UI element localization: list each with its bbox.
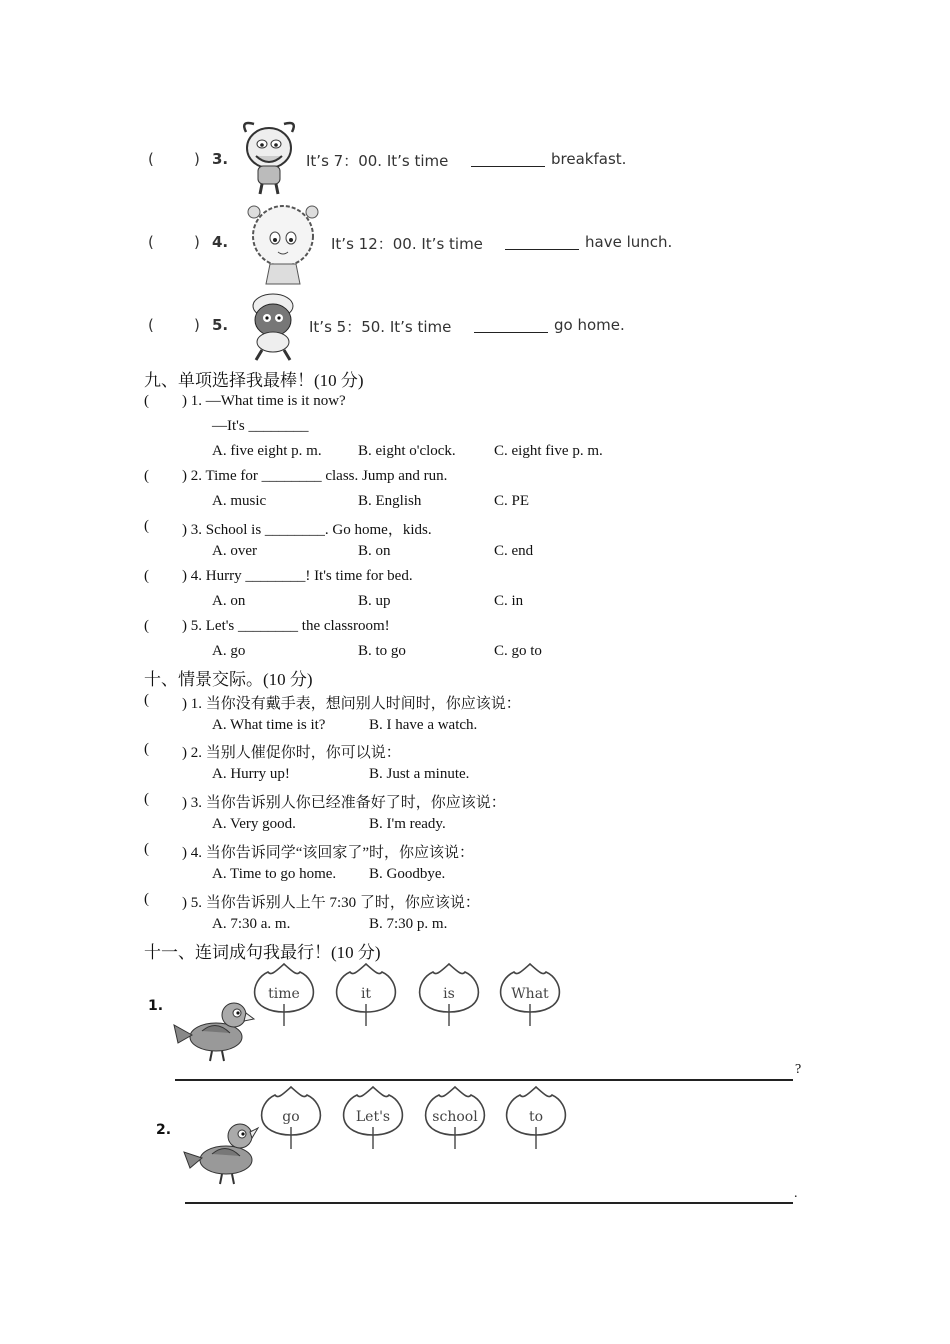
leaf-word-text: to bbox=[528, 1109, 544, 1125]
option-c[interactable]: C. eight five p. m. bbox=[494, 443, 603, 459]
section-9-title: 九、单项选择我最棒！(10 分) bbox=[144, 371, 364, 390]
option-a[interactable]: A. 7:30 a. m. bbox=[212, 916, 291, 932]
word-leaf[interactable] bbox=[340, 1085, 406, 1151]
word-leaf[interactable] bbox=[503, 1085, 569, 1151]
leaf-word-text: go bbox=[282, 1109, 300, 1125]
sentence-start: It’s 5：50. It’s time bbox=[309, 318, 452, 336]
answer-line[interactable] bbox=[175, 1079, 793, 1081]
option-a[interactable]: A. on bbox=[212, 593, 246, 609]
leaf-word-text: it bbox=[360, 986, 372, 1002]
section-11-title: 十一、连词成句我最行！(10 分) bbox=[144, 943, 381, 962]
bracket-open: ( bbox=[148, 233, 154, 251]
option-a[interactable]: A. Very good. bbox=[212, 816, 296, 832]
bracket-open: ( bbox=[144, 692, 149, 708]
bracket-open: ( bbox=[144, 891, 149, 907]
goat-illustration bbox=[238, 118, 300, 196]
option-c[interactable]: C. go to bbox=[494, 643, 542, 659]
answer-blank[interactable] bbox=[471, 152, 545, 167]
question-text: ) 3. 当你告诉别人你已经准备好了时，你应该说： bbox=[182, 795, 506, 811]
question-text: ) 1. 当你没有戴手表，想问别人时间时，你应该说： bbox=[182, 696, 521, 712]
option-a[interactable]: A. What time is it? bbox=[212, 717, 326, 733]
question-text: ) 4. Hurry ________! It's time for bed. bbox=[182, 568, 413, 584]
sentence-start: It’s 7：00. It’s time bbox=[306, 152, 449, 170]
sheep-illustration bbox=[240, 288, 306, 362]
option-a[interactable]: A. five eight p. m. bbox=[212, 443, 322, 459]
bracket-close: ) bbox=[194, 233, 200, 251]
question-text: ) 2. 当别人催促你时，你可以说： bbox=[182, 745, 401, 761]
question-text: ) 5. Let's ________ the classroom! bbox=[182, 618, 390, 634]
sentence-end: go home. bbox=[554, 316, 625, 334]
option-c[interactable]: C. end bbox=[494, 543, 534, 559]
question-text: ) 3. School is ________. Go home，kids. bbox=[182, 522, 432, 538]
bird-illustration bbox=[182, 1118, 264, 1186]
bracket-open: ( bbox=[144, 741, 149, 757]
option-a[interactable]: A. over bbox=[212, 543, 257, 559]
leaf-word-text: school bbox=[432, 1109, 478, 1125]
question-text-2: —It's ________ bbox=[212, 418, 309, 434]
option-b[interactable]: B. Goodbye. bbox=[369, 866, 446, 882]
bracket-open: ( bbox=[144, 618, 149, 634]
bracket-open: ( bbox=[144, 393, 149, 409]
option-b[interactable]: B. I'm ready. bbox=[369, 816, 446, 832]
bracket-open: ( bbox=[144, 518, 149, 534]
leaf-word-text: time bbox=[268, 986, 300, 1002]
sentence-end: have lunch. bbox=[585, 233, 673, 251]
row-number: 2. bbox=[156, 1122, 172, 1138]
option-b[interactable]: B. on bbox=[358, 543, 391, 559]
option-b[interactable]: B. 7:30 p. m. bbox=[369, 916, 448, 932]
answer-blank[interactable] bbox=[505, 235, 579, 250]
end-punctuation: . bbox=[794, 1186, 798, 1201]
word-leaf[interactable] bbox=[416, 962, 482, 1028]
question-number: 3. bbox=[212, 150, 229, 168]
sentence-end: breakfast. bbox=[551, 150, 627, 168]
bracket-close: ) bbox=[194, 316, 200, 334]
question-text: ) 2. Time for ________ class. Jump and run. bbox=[182, 468, 448, 484]
option-b[interactable]: B. up bbox=[358, 593, 391, 609]
bracket-close: ) bbox=[194, 150, 200, 168]
section-10-title: 十、情景交际。(10 分) bbox=[144, 670, 313, 689]
option-b[interactable]: B. English bbox=[358, 493, 422, 509]
option-c[interactable]: C. PE bbox=[494, 493, 530, 509]
bracket-open: ( bbox=[144, 841, 149, 857]
option-b[interactable]: B. I have a watch. bbox=[369, 717, 478, 733]
question-number: 4. bbox=[212, 233, 229, 251]
leaf-word-text: is bbox=[443, 986, 455, 1002]
sentence-start: It’s 12：00. It’s time bbox=[331, 235, 483, 253]
option-c[interactable]: C. in bbox=[494, 593, 524, 609]
option-a[interactable]: A. Hurry up! bbox=[212, 766, 290, 782]
question-number: 5. bbox=[212, 316, 229, 334]
word-leaf[interactable] bbox=[251, 962, 317, 1028]
word-leaf[interactable] bbox=[497, 962, 563, 1028]
bird-illustration bbox=[172, 995, 254, 1063]
option-a[interactable]: A. Time to go home. bbox=[212, 866, 337, 882]
option-a[interactable]: A. go bbox=[212, 643, 246, 659]
word-leaf[interactable] bbox=[422, 1085, 488, 1151]
bracket-open: ( bbox=[148, 150, 154, 168]
lamb-illustration bbox=[240, 200, 326, 288]
leaf-word-text: What bbox=[511, 986, 549, 1002]
answer-line[interactable] bbox=[185, 1202, 793, 1204]
bracket-open: ( bbox=[144, 791, 149, 807]
option-a[interactable]: A. music bbox=[212, 493, 267, 509]
row-number: 1. bbox=[148, 998, 164, 1014]
leaf-word-text: Let's bbox=[355, 1109, 391, 1125]
bracket-open: ( bbox=[144, 468, 149, 484]
question-text: ) 1. —What time is it now? bbox=[182, 393, 346, 409]
end-punctuation: ? bbox=[795, 1062, 802, 1077]
question-text: ) 4. 当你告诉同学“该回家了”时，你应该说： bbox=[182, 845, 475, 861]
option-b[interactable]: B. to go bbox=[358, 643, 406, 659]
option-b[interactable]: B. Just a minute. bbox=[369, 766, 470, 782]
bracket-open: ( bbox=[144, 568, 149, 584]
question-text: ) 5. 当你告诉别人上午 7:30 了时，你应该说： bbox=[182, 895, 480, 911]
bracket-open: ( bbox=[148, 316, 154, 334]
word-leaf[interactable] bbox=[258, 1085, 324, 1151]
option-b[interactable]: B. eight o'clock. bbox=[358, 443, 456, 459]
word-leaf[interactable] bbox=[333, 962, 399, 1028]
answer-blank[interactable] bbox=[474, 318, 548, 333]
